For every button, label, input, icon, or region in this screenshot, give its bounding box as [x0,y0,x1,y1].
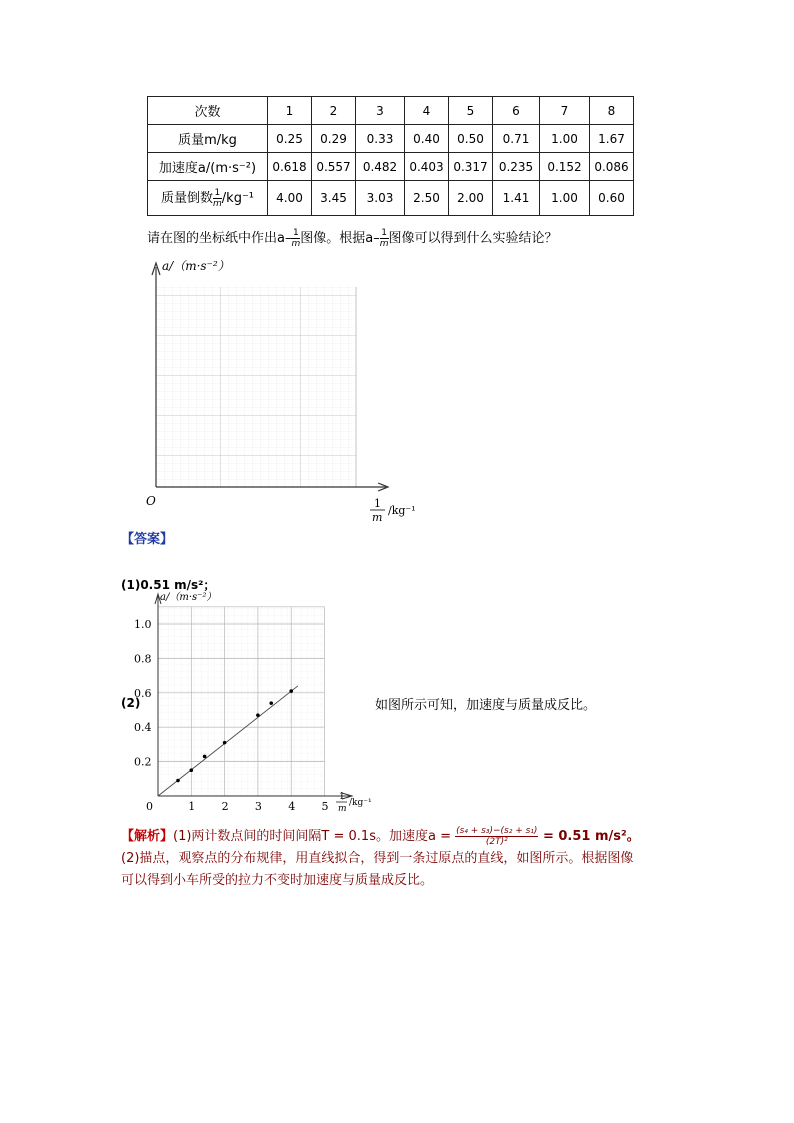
analysis-section [121,826,681,892]
table-cell: 0.40 [405,125,449,153]
table-row [148,125,634,153]
fraction-denominator: m [291,239,301,249]
table-cell: 0.618 [268,153,312,181]
acceleration-formula [455,826,538,847]
table-header-cell: 次数 [148,97,268,125]
chart-y-tick-label: 0.8 [134,652,152,666]
table-cell: 1.00 [540,125,590,153]
fraction-denominator: m [213,199,222,209]
fraction-denominator: m [379,239,389,249]
table-row [148,97,634,125]
origin-label: O [146,494,156,508]
fraction-numerator: 1 [381,228,387,238]
inverse-mass-fraction [213,188,222,209]
formula-numerator: (s₄ + s₃)−(s₂ + s₁) [456,826,538,836]
data-point [176,779,180,783]
analysis-line-2: (2)描点，观察点的分布规律，用直线拟合，得到一条过原点的直线，如图所示。根据图像 [121,851,634,866]
table-cell: 0.50 [449,125,493,153]
answer-conclusion: 如图所示可知，加速度与质量成反比。 [375,698,597,713]
table-cell: 0.60 [590,181,634,216]
analysis-line-1 [121,826,681,848]
table-cell: 1.67 [590,125,634,153]
chart-x-axis-label-numerator: 1 [339,792,345,802]
x-axis-label-numerator: 1 [374,497,381,510]
question-part3: 图像可以得到什么实验结论？ [388,231,558,246]
question-text [147,227,558,249]
analysis-line-3: 可以得到小车所受的拉力不变时加速度与质量成反比。 [121,873,434,888]
formula-denominator: (2T)² [485,837,508,847]
chart-grid [158,607,325,796]
chart-x-tick-label: 3 [254,800,262,813]
data-point [256,713,260,717]
table-cell: 4 [405,97,449,125]
table-cell: 1 [268,97,312,125]
chart-y-axis-label: a/（m·s⁻²） [160,592,217,603]
data-point [190,768,194,772]
grid-area [156,287,356,487]
data-table [147,96,634,216]
table-header-cell [148,181,268,216]
table-cell: 3.03 [356,181,405,216]
table-cell: 2.50 [405,181,449,216]
table-row [148,153,634,181]
chart-y-tick-label: 0.6 [134,686,152,700]
header-suffix: /kg⁻¹ [221,191,255,206]
analysis-tag: 【解析】 [121,829,174,844]
y-axis-label: a/（m·s⁻²） [162,259,230,273]
table-header-cell: 质量m/kg [148,125,268,153]
table-cell: 0.317 [449,153,493,181]
chart-y-tick-label: 1.0 [134,618,152,631]
blank-graph-paper [140,255,430,525]
answer-chart [128,588,388,818]
table-cell: 0.25 [268,125,312,153]
table-cell: 0.235 [493,153,540,181]
table-cell: 5 [449,97,493,125]
table-cell: 3 [356,97,405,125]
header-prefix: 质量倒数 [160,191,213,206]
chart-x-axis-label-denominator: m [338,804,347,814]
analysis-line1-b: = 0.51 m/s²。 [538,829,640,844]
data-point [223,741,227,745]
table-cell: 8 [590,97,634,125]
answer-part1-prefix: (1) [121,578,141,592]
chart-x-tick-label: 1 [188,800,196,813]
table-cell: 0.086 [590,153,634,181]
question-part1: 请在图的坐标纸中作出a– [147,231,292,246]
chart-x-tick-label: 0 [146,800,153,813]
table-cell: 0.557 [312,153,356,181]
data-point [269,701,273,705]
table-cell: 1.41 [493,181,540,216]
table-row [148,181,634,216]
table-cell: 7 [540,97,590,125]
chart-y-tick-label: 0.4 [134,721,152,735]
table-cell: 0.482 [356,153,405,181]
fraction-numerator: 1 [214,188,221,198]
table-cell: 4.00 [268,181,312,216]
question-part2: 图像。根据a– [300,231,380,246]
table-cell: 3.45 [312,181,356,216]
table-cell: 1.00 [540,181,590,216]
table-cell: 0.71 [493,125,540,153]
inverse-mass-fraction [291,228,300,249]
chart-x-tick-label: 2 [221,800,229,813]
chart-x-tick-label: 4 [288,800,296,813]
x-axis-label-denominator: m [372,511,383,524]
table-cell: 0.29 [312,125,356,153]
table-cell: 0.403 [405,153,449,181]
chart-y-tick-label: 0.2 [134,755,152,769]
x-axis-label-unit: /kg⁻¹ [388,504,416,517]
inverse-mass-fraction [380,228,389,249]
chart-x-axis-label-unit: /kg⁻¹ [349,798,372,808]
answer-part1-value: 0.51 m/s²； [140,578,216,592]
table-header-cell: 加速度a/(m·s⁻²) [148,153,268,181]
grid-minor [158,607,325,796]
table-cell: 2 [312,97,356,125]
answer-part2-prefix: (2) [121,696,141,710]
data-point [203,755,207,759]
analysis-line1-a: (1)两计数点间的时间间隔T = 0.1s。加速度a = [173,829,456,844]
table-cell: 6 [493,97,540,125]
table-cell: 2.00 [449,181,493,216]
data-point [289,689,293,693]
chart-x-tick-label: 5 [321,800,329,813]
table-cell: 0.33 [356,125,405,153]
fraction-numerator: 1 [292,228,299,238]
answer-tag: 【答案】 [121,532,174,547]
table-cell: 0.152 [540,153,590,181]
